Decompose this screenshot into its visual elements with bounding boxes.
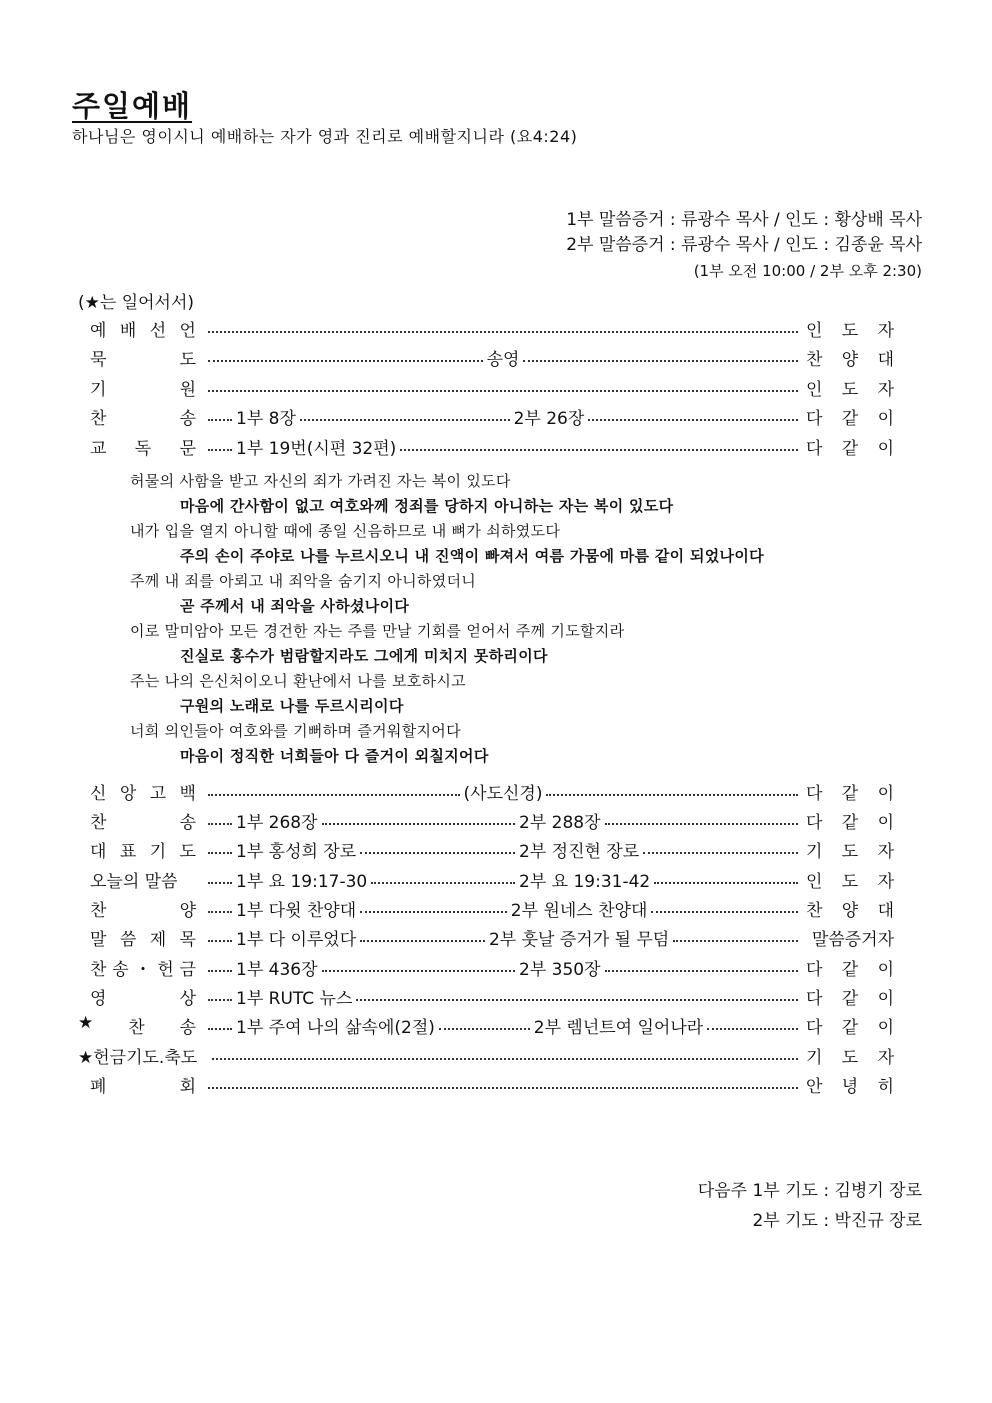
dot-leader [371, 882, 515, 884]
reading-leader-line: 주께 내 죄를 아뢰고 내 죄악을 숨기지 아니하였더니 [130, 572, 477, 590]
order-item-name [78, 375, 204, 400]
preacher-line-1: 1부 말씀증거 : 류광수 목사 / 인도 : 황상배 목사 [566, 210, 922, 230]
order-item-part1: 1부 주여 나의 삶속에(2절) [236, 1017, 435, 1038]
char: 자 [877, 841, 894, 862]
order-row [78, 895, 894, 921]
next-week-prayer-2: 2부 기도 : 박진규 장로 [752, 1211, 922, 1231]
dot-leader [208, 390, 798, 392]
char: 기 [806, 841, 823, 862]
preacher-line-2: 2부 말씀증거 : 류광수 목사 / 인도 : 김종윤 목사 [566, 235, 922, 255]
dot-leader [400, 449, 798, 451]
char: 이 [877, 1017, 895, 1038]
char: 자 [877, 379, 894, 400]
order-item-part2: 2부 350장 [519, 959, 601, 980]
page-title: 주일예배 [72, 89, 193, 123]
char: 찬 [90, 959, 107, 980]
dot-leader [208, 331, 798, 333]
char: 다 [806, 438, 823, 459]
char: 대 [90, 841, 107, 862]
char: 찬 [90, 812, 107, 833]
order-item-part2: 2부 정진현 장로 [519, 841, 640, 862]
char: 금 [179, 959, 196, 980]
char: 이 [877, 408, 894, 429]
char: 다 [806, 408, 823, 429]
order-item-leader [806, 345, 894, 370]
order-item-leader [806, 955, 894, 980]
char: 선 [149, 320, 167, 341]
order-item-center: 송영 [486, 349, 520, 370]
char: 헌 [157, 959, 174, 980]
dot-leader [208, 419, 232, 421]
order-item-part2: 2부 렘넌트여 일어나라 [533, 1017, 704, 1038]
order-item-leader [806, 837, 894, 862]
reading-leader-line: 너희 의인들아 여호와를 기뻐하며 즐거워할지어다 [130, 722, 461, 740]
char: 양 [841, 900, 859, 921]
order-item-leader: 말씀증거자 [811, 929, 895, 950]
char: 같 [841, 408, 859, 429]
dot-leader [208, 852, 232, 854]
char: 폐 [90, 1076, 107, 1097]
order-item-center: (사도신경) [463, 783, 543, 804]
char: 이 [877, 959, 894, 980]
char: 인 [806, 320, 823, 341]
order-item-part2: 2부 288장 [519, 812, 601, 833]
char: 다 [806, 1017, 823, 1038]
char: 이 [877, 988, 894, 1009]
char: 다 [806, 959, 823, 980]
order-item-part1: 1부 268장 [236, 812, 318, 833]
order-item-name [78, 1013, 204, 1038]
char: 히 [877, 1076, 894, 1097]
dot-leader [439, 1028, 530, 1030]
char: 같 [841, 959, 859, 980]
char: 언 [179, 320, 196, 341]
order-row [78, 1071, 894, 1097]
char: 양 [841, 349, 859, 370]
order-item-leader [806, 779, 894, 804]
dot-leader [605, 823, 798, 825]
char: 목 [179, 929, 196, 950]
order-row [78, 433, 894, 459]
order-item-part2: 2부 원네스 찬양대 [510, 900, 648, 921]
service-times: (1부 오전 10:00 / 2부 오후 2:30) [693, 262, 922, 280]
char: 묵 [90, 349, 107, 370]
char: 문 [179, 438, 196, 459]
char: 기 [90, 379, 107, 400]
char: ・ [134, 959, 152, 980]
dot-leader [300, 419, 510, 421]
char: 다 [806, 783, 823, 804]
char: 독 [134, 438, 152, 459]
order-item-leader [806, 867, 894, 892]
char: 다 [806, 988, 823, 1009]
next-week-prayer-1: 다음주 1부 기도 : 김병기 장로 [697, 1181, 922, 1201]
char: 송 [179, 1017, 196, 1038]
char: 기 [806, 1047, 823, 1068]
dot-leader [651, 911, 798, 913]
char: 송 [179, 812, 196, 833]
reading-response-line: 구원의 노래로 나를 두르시리이다 [180, 697, 404, 715]
order-item-part2: 2부 요 19:31-42 [519, 871, 651, 892]
dot-leader [208, 823, 232, 825]
char: 찬 [128, 1017, 145, 1038]
char: 상 [179, 988, 196, 1009]
dot-leader [605, 970, 798, 972]
char: 도 [841, 1047, 859, 1068]
reading-leader-line: 내가 입을 열지 아니할 때에 종일 신음하므로 내 뼈가 쇠하였도다 [130, 522, 561, 540]
char: 영 [90, 988, 107, 1009]
char: 양 [179, 900, 196, 921]
char: 자 [877, 871, 894, 892]
order-item-name [78, 1072, 204, 1097]
order-item-part1: 1부 다윗 찬양대 [236, 900, 357, 921]
order-item-part1: 1부 19번(시편 32편) [236, 438, 397, 459]
scripture-verse: 하나님은 영이시니 예배하는 자가 영과 진리로 예배할지니라 (요4:24) [72, 127, 578, 146]
char: 도 [841, 871, 859, 892]
order-item-name [78, 837, 204, 862]
char: 인 [806, 379, 823, 400]
dot-leader [208, 911, 232, 913]
order-item-name [78, 984, 204, 1009]
char: 찬 [806, 349, 823, 370]
dot-leader [322, 823, 515, 825]
dot-leader [208, 970, 232, 972]
char: 인 [806, 871, 823, 892]
char: 같 [841, 812, 859, 833]
reading-response-line: 마음에 간사함이 없고 여호와께 정죄를 당하지 아니하는 자는 복이 있도다 [180, 497, 674, 515]
order-row [78, 1042, 894, 1068]
order-item-part1: 1부 RUTC 뉴스 [236, 988, 353, 1009]
dot-leader [654, 882, 798, 884]
char: 이 [877, 783, 895, 804]
order-row [78, 374, 894, 400]
order-item-leader [806, 1013, 894, 1038]
char: 도 [841, 320, 859, 341]
order-item-leader [806, 404, 894, 429]
dot-leader [360, 940, 485, 942]
char: 이 [877, 438, 894, 459]
char: 배 [119, 320, 137, 341]
order-item-leader [806, 896, 894, 921]
order-item-name [78, 345, 204, 370]
char: 찬 [90, 900, 107, 921]
order-row [78, 866, 894, 892]
dot-leader [208, 1028, 232, 1030]
char: 찬 [806, 900, 823, 921]
order-row [78, 344, 894, 370]
order-item-part2: 2부 훗날 증거가 될 무덤 [488, 929, 670, 950]
char: 도 [179, 349, 196, 370]
char: 교 [90, 438, 107, 459]
order-item-name [78, 925, 204, 950]
order-row [78, 807, 894, 833]
dot-leader [208, 1087, 798, 1089]
reading-leader-line: 허물의 사함을 받고 자신의 죄가 가려진 자는 복이 있도다 [130, 472, 511, 490]
dot-leader [673, 940, 798, 942]
order-item-name [78, 316, 204, 341]
order-row [78, 954, 894, 980]
char: 예 [90, 320, 107, 341]
char: ★ [78, 1012, 94, 1033]
char: 대 [877, 349, 895, 370]
char: 도 [179, 841, 196, 862]
order-item-leader [806, 984, 894, 1009]
order-item-name [78, 955, 204, 980]
char: 송 [112, 959, 129, 980]
order-row [78, 983, 894, 1009]
dot-leader [208, 999, 232, 1001]
char: 자 [877, 1047, 894, 1068]
order-item-name [78, 896, 204, 921]
order-row [78, 315, 894, 341]
dot-leader [360, 911, 507, 913]
char: 같 [841, 438, 859, 459]
order-item-part2: 2부 26장 [513, 408, 585, 429]
dot-leader [523, 360, 798, 362]
dot-leader [208, 449, 232, 451]
order-item-name [78, 779, 204, 804]
char: 안 [806, 1076, 823, 1097]
char: 도 [841, 379, 859, 400]
order-row [78, 778, 894, 804]
dot-leader [643, 852, 798, 854]
order-item-leader [806, 316, 894, 341]
char: 표 [119, 841, 137, 862]
order-item-name: ★헌금기도.축도 [78, 1047, 198, 1068]
order-item-name [78, 404, 204, 429]
char: 앙 [119, 783, 137, 804]
reading-response-line: 곧 주께서 내 죄악을 사하셨나이다 [180, 597, 410, 615]
char: 자 [877, 320, 894, 341]
order-item-leader [806, 434, 894, 459]
dot-leader [707, 1028, 798, 1030]
order-item-leader [806, 808, 894, 833]
order-row [78, 836, 894, 862]
order-row [78, 403, 894, 429]
order-item-part1: 1부 436장 [236, 959, 318, 980]
char: 씀 [119, 929, 137, 950]
char: 같 [841, 1017, 859, 1038]
char: 기 [149, 841, 167, 862]
dot-leader [360, 852, 515, 854]
order-item-part1: 1부 요 19:17-30 [236, 871, 368, 892]
order-item-leader [806, 375, 894, 400]
dot-leader [208, 360, 483, 362]
char: 녕 [841, 1076, 859, 1097]
char: 같 [841, 988, 859, 1009]
order-item-name [78, 808, 204, 833]
char: 찬 [90, 408, 107, 429]
char: 제 [149, 929, 167, 950]
standing-note: (★는 일어서서) [78, 293, 195, 313]
order-item-leader [806, 1043, 894, 1068]
order-item-part1: 1부 홍성희 장로 [236, 841, 357, 862]
dot-leader [546, 794, 798, 796]
char: 다 [806, 812, 823, 833]
order-item-name: 오늘의 말씀 [90, 871, 178, 892]
char: 회 [179, 1076, 196, 1097]
reading-response-line: 주의 손이 주야로 나를 누르시오니 내 진액이 빠져서 여름 가뭄에 마름 같이 되었나이다 [180, 547, 764, 565]
order-item-part1: 1부 8장 [236, 408, 296, 429]
char: 대 [877, 900, 895, 921]
dot-leader [208, 794, 460, 796]
order-item-leader [806, 1072, 894, 1097]
reading-response-line: 마음이 정직한 너희들아 다 즐거이 외칠지어다 [180, 747, 489, 765]
char: 도 [841, 841, 859, 862]
reading-leader-line: 이로 말미암아 모든 경건한 자는 주를 만날 기회를 얻어서 주께 기도할지라 [130, 622, 625, 640]
char: 원 [179, 379, 196, 400]
dot-leader [356, 999, 798, 1001]
order-row [78, 924, 894, 950]
dot-leader [212, 1058, 798, 1060]
dot-leader [588, 419, 798, 421]
dot-leader [322, 970, 515, 972]
char: 이 [877, 812, 894, 833]
char: 백 [179, 783, 196, 804]
char: 고 [149, 783, 167, 804]
char: 같 [841, 783, 859, 804]
char: 송 [179, 408, 196, 429]
reading-response-line: 진실로 홍수가 범람할지라도 그에게 미치지 못하리이다 [180, 647, 548, 665]
order-row [78, 1012, 894, 1038]
order-item-name [78, 434, 204, 459]
dot-leader [208, 940, 232, 942]
char: 말 [90, 929, 107, 950]
order-item-part1: 1부 다 이루었다 [236, 929, 357, 950]
dot-leader [208, 882, 232, 884]
reading-leader-line: 주는 나의 은신처이오니 환난에서 나를 보호하시고 [130, 672, 466, 690]
char: 신 [90, 783, 107, 804]
